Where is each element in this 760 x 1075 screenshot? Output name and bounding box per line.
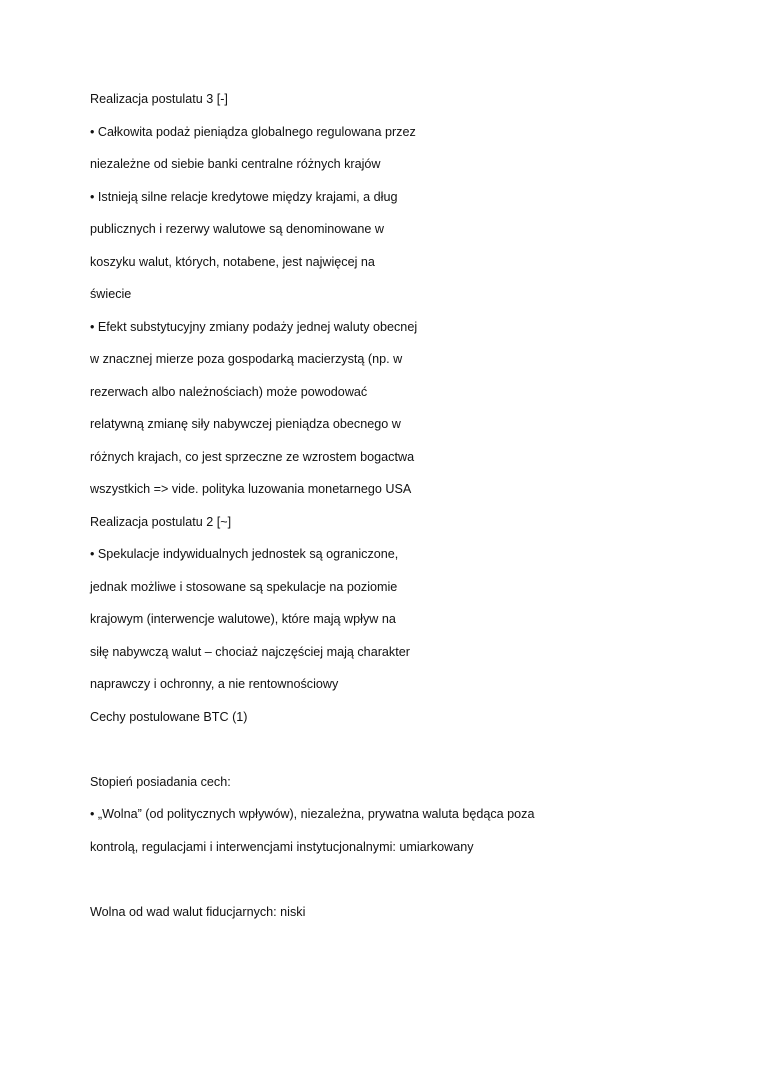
text-line: • Całkowita podaż pieniądza globalnego regulowana przez bbox=[90, 125, 416, 139]
heading-btc-features: Cechy postulowane BTC (1) bbox=[90, 710, 248, 724]
heading-postulate-2: Realizacja postulatu 2 [~] bbox=[90, 515, 232, 529]
text-line: świecie bbox=[90, 287, 132, 301]
text-line: • Istnieją silne relacje kredytowe między krajami, a dług bbox=[90, 190, 398, 204]
text-line: jednak możliwe i stosowane są spekulacje na poziomie bbox=[90, 580, 398, 594]
text-line: publicznych i rezerwy walutowe są denominowane w bbox=[90, 222, 384, 236]
subheading-features-degree: Stopień posiadania cech: bbox=[90, 775, 231, 789]
text-line: krajowym (interwencje walutowe), które mają wpływ na bbox=[90, 612, 396, 626]
text-line: wszystkich => vide. polityka luzowania monetarnego USA bbox=[90, 482, 412, 496]
text-line: w znacznej mierze poza gospodarką macierzystą (np. w bbox=[90, 352, 403, 366]
heading-postulate-3: Realizacja postulatu 3 [-] bbox=[90, 92, 228, 106]
text-line: • „Wolna” (od politycznych wpływów), niezależna, prywatna waluta będąca poza bbox=[90, 807, 535, 821]
text-line: rezerwach albo należnościach) może powodować bbox=[90, 385, 368, 399]
text-line: kontrolą, regulacjami i interwencjami instytucjonalnymi: umiarkowany bbox=[90, 840, 474, 854]
text-line: różnych krajach, co jest sprzeczne ze wzrostem bogactwa bbox=[90, 450, 415, 464]
text-line: koszyku walut, których, notabene, jest najwięcej na bbox=[90, 255, 375, 269]
text-line: niezależne od siebie banki centralne różnych krajów bbox=[90, 157, 381, 171]
text-line: • Spekulacje indywidualnych jednostek są ograniczone, bbox=[90, 547, 399, 561]
text-line: siłę nabywczą walut – chociaż najczęściej mają charakter bbox=[90, 645, 410, 659]
text-line: relatywną zmianę siły nabywczej pieniądza obecnego w bbox=[90, 417, 401, 431]
text-line: Wolna od wad walut fiducjarnych: niski bbox=[90, 905, 306, 919]
text-line: naprawczy i ochronny, a nie rentownościowy bbox=[90, 677, 339, 691]
text-line: • Efekt substytucyjny zmiany podaży jednej waluty obecnej bbox=[90, 320, 418, 334]
